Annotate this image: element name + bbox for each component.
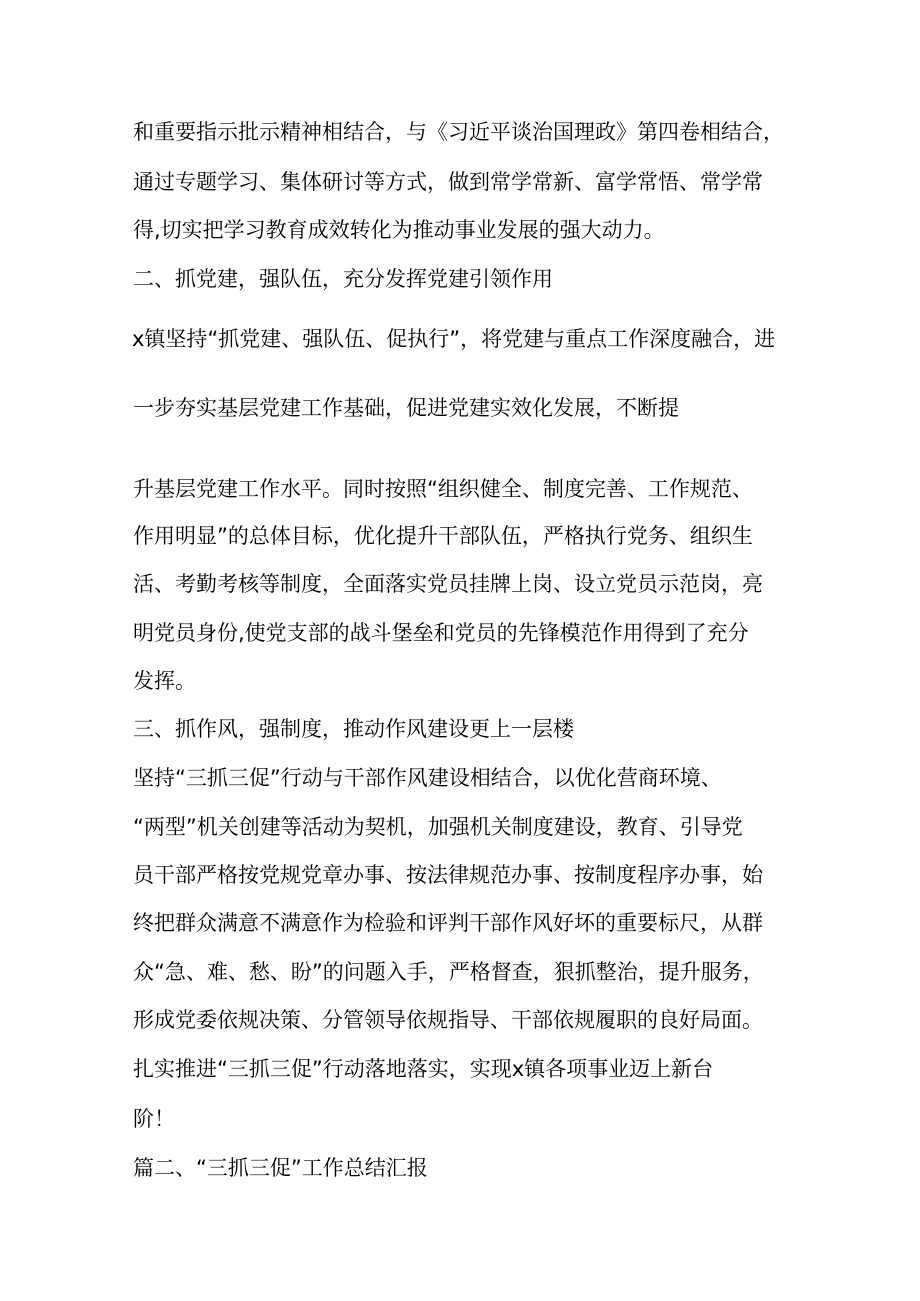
paragraph-line: 员干部严格按党规党章办事、按法律规范办事、按制度程序办事，始 bbox=[133, 863, 763, 887]
paragraph-line: 得,切实把学习教育成效转化为推动事业发展的强大动力。 bbox=[133, 218, 665, 242]
section-heading-3: 三、抓作风，强制度，推动作风建设更上一层楼 bbox=[133, 717, 574, 741]
paragraph-line: x镇坚持“抓党建、强队伍、促执行”，将党建与重点工作深度融合，进 bbox=[132, 327, 776, 351]
paragraph-line: 和重要指示批示精神相结合，与《习近平谈治国理政》第四卷相结合， bbox=[133, 120, 784, 144]
paragraph-line: 终把群众满意不满意作为检验和评判干部作风好坏的重要标尺，从群 bbox=[133, 911, 763, 935]
paragraph-line: 明党员身份,使党支部的战斗堡垒和党员的先锋模范作用得到了充分 bbox=[133, 621, 749, 645]
paragraph-line: 坚持“三抓三促”行动与干部作风建设相结合，以优化营商环境、 bbox=[133, 766, 722, 790]
paragraph-line: 升基层党建工作水平。同时按照“组织健全、制度完善、工作规范、 bbox=[133, 477, 753, 501]
paragraph-line: 阶！ bbox=[133, 1107, 175, 1131]
paragraph-line: 众“急、难、愁、盼”的问题入手，严格督查，狠抓整治，提升服务， bbox=[133, 960, 764, 984]
paragraph-line: 扎实推进“三抓三促”行动落地落实，实现x镇各项事业迈上新台 bbox=[133, 1057, 714, 1081]
paragraph-line: 一步夯实基层党建工作基础，促进党建实效化发展，不断提 bbox=[133, 396, 679, 420]
section-heading-2: 二、抓党建，强队伍，充分发挥党建引领作用 bbox=[133, 267, 553, 291]
paragraph-line: 活、考勤考核等制度，全面落实党员挂牌上岗、设立党员示范岗，亮 bbox=[133, 572, 763, 596]
paragraph-line: 发挥。 bbox=[133, 669, 196, 693]
paragraph-line: 作用明显”的总体目标，优化提升干部队伍，严格执行党务、组织生 bbox=[133, 524, 753, 548]
paragraph-line: 通过专题学习、集体研讨等方式，做到常学常新、富学常悟、常学常 bbox=[133, 170, 763, 194]
paragraph-line: 形成党委依规决策、分管领导依规指导、干部依规履职的良好局面。 bbox=[133, 1008, 763, 1032]
article-heading: 篇二、“三抓三促”工作总结汇报 bbox=[133, 1156, 428, 1180]
paragraph-line: “两型”机关创建等活动为契机，加强机关制度建设，教育、引导党 bbox=[133, 815, 743, 839]
